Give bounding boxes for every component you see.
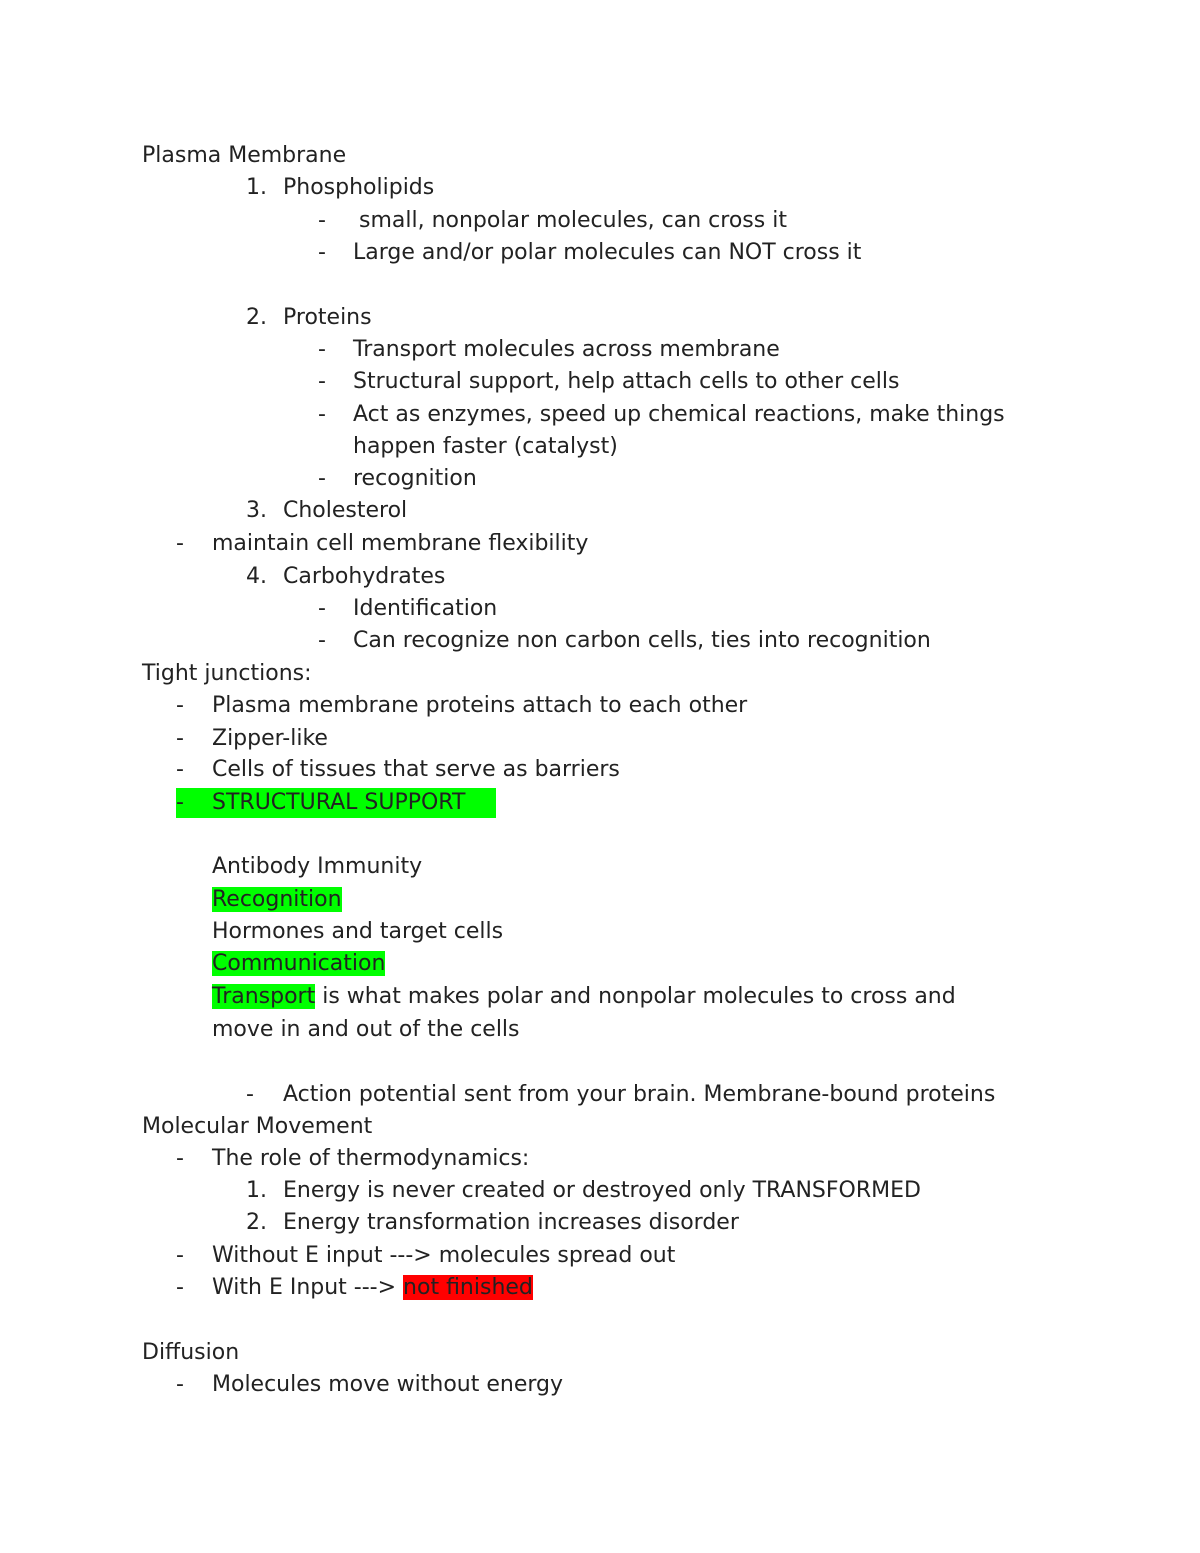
dash-marker: -	[246, 1082, 254, 1107]
bullet-text: Action potential sent from your brain. Membrane-bound proteins	[283, 1082, 996, 1107]
text-transport-continued: move in and out of the cells	[212, 1017, 520, 1042]
text-antibody-immunity: Antibody Immunity	[212, 854, 423, 879]
bullet-text: Cells of tissues that serve as barriers	[212, 757, 620, 782]
heading-molecular-movement: Molecular Movement	[142, 1114, 373, 1139]
dash-marker: -	[318, 208, 326, 233]
bullet-text: Transport molecules across membrane	[353, 337, 780, 362]
dash-marker: -	[176, 1243, 184, 1268]
bullet-text: Molecules move without energy	[212, 1372, 564, 1397]
dash-marker: -	[318, 337, 326, 362]
bullet-text: small, nonpolar molecules, can cross it	[359, 208, 787, 233]
list-item-label: Carbohydrates	[283, 564, 446, 589]
dash-marker: -	[176, 757, 184, 782]
dash-marker: -	[176, 790, 184, 815]
heading-diffusion: Diffusion	[142, 1340, 240, 1365]
dash-marker: -	[176, 1275, 184, 1300]
list-number: 3.	[246, 498, 267, 523]
text-run: is what makes polar and nonpolar molecules to cross and	[315, 984, 956, 1009]
dash-marker: -	[318, 402, 326, 427]
list-item-label: Phospholipids	[283, 175, 435, 200]
dash-marker: -	[176, 693, 184, 718]
text-recognition	[212, 884, 342, 916]
dash-marker: -	[318, 596, 326, 621]
bullet-continuation: happen faster (catalyst)	[353, 434, 618, 459]
list-item-label: Energy is never created or destroyed only TRANSFORMED	[283, 1178, 921, 1203]
red-highlight: not finished	[403, 1275, 533, 1300]
dash-marker: -	[318, 369, 326, 394]
bullet-text: Plasma membrane proteins attach to each other	[212, 693, 748, 718]
dash-marker: -	[318, 240, 326, 265]
highlighted-text: Communication	[212, 951, 386, 976]
bullet-text: Zipper-like	[212, 726, 328, 751]
list-number: 2.	[246, 1210, 267, 1235]
bullet-text: Act as enzymes, speed up chemical reactions, make things	[353, 402, 1005, 427]
bullet-text: Identification	[353, 596, 498, 621]
list-number: 4.	[246, 564, 267, 589]
dash-marker: -	[318, 628, 326, 653]
list-item-label: Energy transformation increases disorder	[283, 1210, 739, 1235]
list-number: 1.	[246, 175, 267, 200]
heading-tight-junctions: Tight junctions:	[142, 661, 312, 686]
list-number: 2.	[246, 305, 267, 330]
dash-marker: -	[176, 1146, 184, 1171]
dash-marker: -	[176, 726, 184, 751]
bullet-text: Large and/or polar molecules can NOT cross it	[353, 240, 862, 265]
dash-marker: -	[318, 466, 326, 491]
text-communication	[212, 948, 385, 980]
list-item-label: Cholesterol	[283, 498, 408, 523]
list-item-label: Proteins	[283, 305, 372, 330]
list-number: 1.	[246, 1178, 267, 1203]
bullet-text: The role of thermodynamics:	[212, 1146, 530, 1171]
text-hormones: Hormones and target cells	[212, 919, 504, 944]
highlighted-text: Transport	[212, 984, 316, 1009]
bullet-text: maintain cell membrane flexibility	[212, 531, 589, 556]
dash-marker: -	[176, 1372, 184, 1397]
bullet-text: recognition	[353, 466, 477, 491]
text-transport	[212, 981, 956, 1013]
highlighted-text: Recognition	[212, 887, 342, 912]
bullet-text: Can recognize non carbon cells, ties into recognition	[353, 628, 931, 653]
bullet-text: STRUCTURAL SUPPORT	[212, 790, 466, 815]
bullet-text: Without E input ---> molecules spread out	[212, 1243, 676, 1268]
bullet-text: Structural support, help attach cells to other cells	[353, 369, 900, 394]
dash-marker: -	[176, 531, 184, 556]
text-run: With E Input --->	[212, 1275, 404, 1300]
bullet-text	[212, 1272, 533, 1304]
heading-plasma-membrane: Plasma Membrane	[142, 143, 347, 168]
